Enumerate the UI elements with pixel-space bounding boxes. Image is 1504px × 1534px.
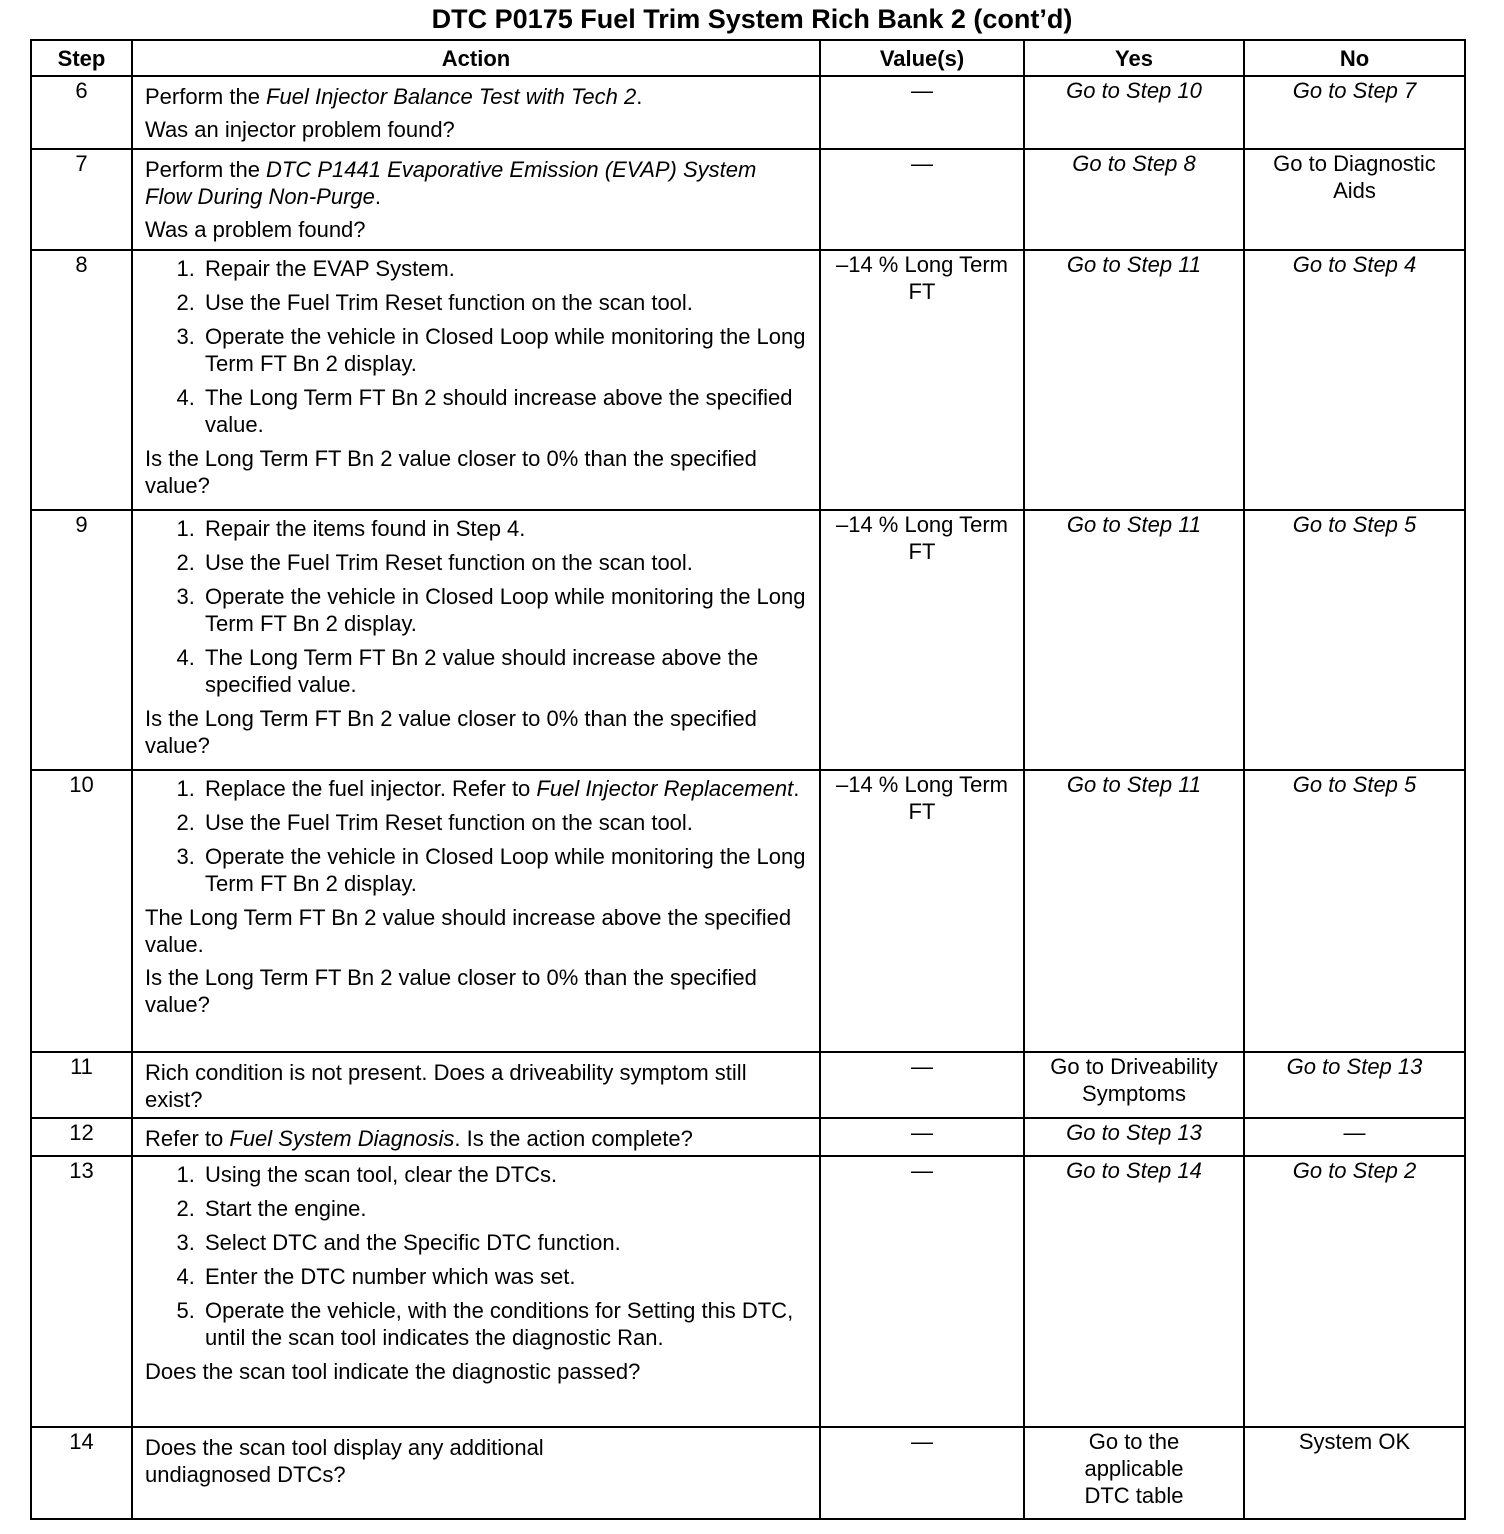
step-number: 9	[31, 510, 132, 770]
action-question: Rich condition is not present. Does a driveability symptom still exist?	[145, 1060, 747, 1112]
action-cell	[132, 76, 820, 149]
table-row	[31, 1118, 1465, 1156]
action-note: The Long Term FT Bn 2 value should increase above the specified value.	[145, 905, 792, 957]
value-cell: —	[820, 1427, 1024, 1519]
action-steps	[145, 255, 807, 438]
yes-cell: Go to Step 11	[1024, 770, 1244, 1052]
step-number: 6	[31, 76, 132, 149]
action-cell	[132, 250, 820, 510]
value-cell: —	[820, 76, 1024, 149]
yes-cell: Go to Step 11	[1024, 510, 1244, 770]
action-text: Refer to Fuel System Diagnosis. Is the action complete?	[145, 1126, 693, 1151]
header-yes: Yes	[1024, 40, 1244, 76]
action-question: Does the scan tool display any additional undiagnosed DTCs?	[145, 1435, 544, 1487]
action-question: Was an injector problem found?	[145, 117, 455, 142]
yes-cell: Go to Step 10	[1024, 76, 1244, 149]
procedure-reference: Fuel Injector Balance Test with Tech 2	[266, 84, 637, 109]
procedure-reference: DTC P1441 Evaporative Emission (EVAP) System Flow During Non-Purge	[145, 157, 757, 209]
action-steps	[145, 1161, 807, 1351]
action-text: Perform the DTC P1441 Evaporative Emission (EVAP) System Flow During Non-Purge.	[145, 157, 757, 209]
no-cell: Go to Step 5	[1244, 770, 1465, 1052]
action-cell	[132, 1052, 820, 1118]
step-number: 8	[31, 250, 132, 510]
list-item: 1. Replace the fuel injector. Refer to Fuel Injector Replacement.	[201, 775, 807, 802]
list-item: 1. Repair the EVAP System.	[201, 255, 807, 282]
list-item: 2. Use the Fuel Trim Reset function on the scan tool.	[201, 549, 807, 576]
value-cell: —	[820, 1118, 1024, 1156]
list-item: 4. The Long Term FT Bn 2 should increase above the specified value.	[201, 384, 807, 438]
yes-cell: Go to Step 13	[1024, 1118, 1244, 1156]
action-text: Perform the Fuel Injector Balance Test with Tech 2.	[145, 84, 643, 109]
action-cell	[132, 149, 820, 250]
action-question: Is the Long Term FT Bn 2 value closer to 0% than the specified value?	[145, 706, 757, 758]
no-cell: —	[1244, 1118, 1465, 1156]
table-row	[31, 770, 1465, 1052]
list-item: 4. The Long Term FT Bn 2 value should increase above the specified value.	[201, 644, 807, 698]
no-cell: Go to Diagnostic Aids	[1244, 149, 1465, 250]
header-step: Step	[31, 40, 132, 76]
header-values: Value(s)	[820, 40, 1024, 76]
list-item: 2. Use the Fuel Trim Reset function on the scan tool.	[201, 289, 807, 316]
table-row	[31, 250, 1465, 510]
action-steps	[145, 775, 807, 897]
action-question: Was a problem found?	[145, 217, 366, 242]
step-number: 10	[31, 770, 132, 1052]
no-cell: Go to Step 2	[1244, 1156, 1465, 1427]
value-cell: —	[820, 1156, 1024, 1427]
no-cell: Go to Step 13	[1244, 1052, 1465, 1118]
list-item: 4. Enter the DTC number which was set.	[201, 1263, 807, 1290]
action-cell	[132, 1118, 820, 1156]
procedure-reference: Fuel Injector Replacement	[536, 776, 794, 801]
action-cell	[132, 1427, 820, 1519]
action-steps	[145, 515, 807, 698]
table-row	[31, 149, 1465, 250]
list-item: 2. Start the engine.	[201, 1195, 807, 1222]
header-action: Action	[132, 40, 820, 76]
procedure-reference: Fuel System Diagnosis	[229, 1126, 455, 1151]
table-row	[31, 76, 1465, 149]
value-cell: —	[820, 149, 1024, 250]
yes-cell: Go to Step 14	[1024, 1156, 1244, 1427]
no-cell: Go to Step 5	[1244, 510, 1465, 770]
action-question: Does the scan tool indicate the diagnostic passed?	[145, 1359, 641, 1384]
header-no: No	[1244, 40, 1465, 76]
action-question: Is the Long Term FT Bn 2 value closer to 0% than the specified value?	[145, 965, 757, 1017]
list-item: 2. Use the Fuel Trim Reset function on the scan tool.	[201, 809, 807, 836]
diagnostic-table	[30, 39, 1466, 1520]
step-number: 11	[31, 1052, 132, 1118]
yes-cell: Go to Driveability Symptoms	[1024, 1052, 1244, 1118]
yes-cell: Go to Step 11	[1024, 250, 1244, 510]
list-item: 3. Select DTC and the Specific DTC function.	[201, 1229, 807, 1256]
yes-cell: Go to the applicable DTC table	[1024, 1427, 1244, 1519]
list-item: 3. Operate the vehicle in Closed Loop while monitoring the Long Term FT Bn 2 display.	[201, 323, 807, 377]
no-cell: System OK	[1244, 1427, 1465, 1519]
no-cell: Go to Step 7	[1244, 76, 1465, 149]
list-item: 3. Operate the vehicle in Closed Loop while monitoring the Long Term FT Bn 2 display.	[201, 583, 807, 637]
list-item: 3. Operate the vehicle in Closed Loop while monitoring the Long Term FT Bn 2 display.	[201, 843, 807, 897]
value-cell: –14 % Long Term FT	[820, 250, 1024, 510]
action-cell	[132, 510, 820, 770]
list-item: 1. Repair the items found in Step 4.	[201, 515, 807, 542]
table-row	[31, 1052, 1465, 1118]
table-header-row	[31, 40, 1465, 76]
value-cell: —	[820, 1052, 1024, 1118]
step-number: 7	[31, 149, 132, 250]
value-cell: –14 % Long Term FT	[820, 770, 1024, 1052]
list-item: 5. Operate the vehicle, with the conditions for Setting this DTC, until the scan tool indicates the diagnostic Ran.	[201, 1297, 807, 1351]
table-row	[31, 1156, 1465, 1427]
action-question: Is the Long Term FT Bn 2 value closer to 0% than the specified value?	[145, 446, 757, 498]
step-number: 14	[31, 1427, 132, 1519]
step-number: 12	[31, 1118, 132, 1156]
page-title: DTC P0175 Fuel Trim System Rich Bank 2 (cont’d)	[431, 4, 1073, 34]
table-row	[31, 1427, 1465, 1519]
value-cell: –14 % Long Term FT	[820, 510, 1024, 770]
action-cell	[132, 1156, 820, 1427]
table-row	[31, 510, 1465, 770]
list-item: 1. Using the scan tool, clear the DTCs.	[201, 1161, 807, 1188]
action-cell	[132, 770, 820, 1052]
step-number: 13	[31, 1156, 132, 1427]
no-cell: Go to Step 4	[1244, 250, 1465, 510]
yes-cell: Go to Step 8	[1024, 149, 1244, 250]
